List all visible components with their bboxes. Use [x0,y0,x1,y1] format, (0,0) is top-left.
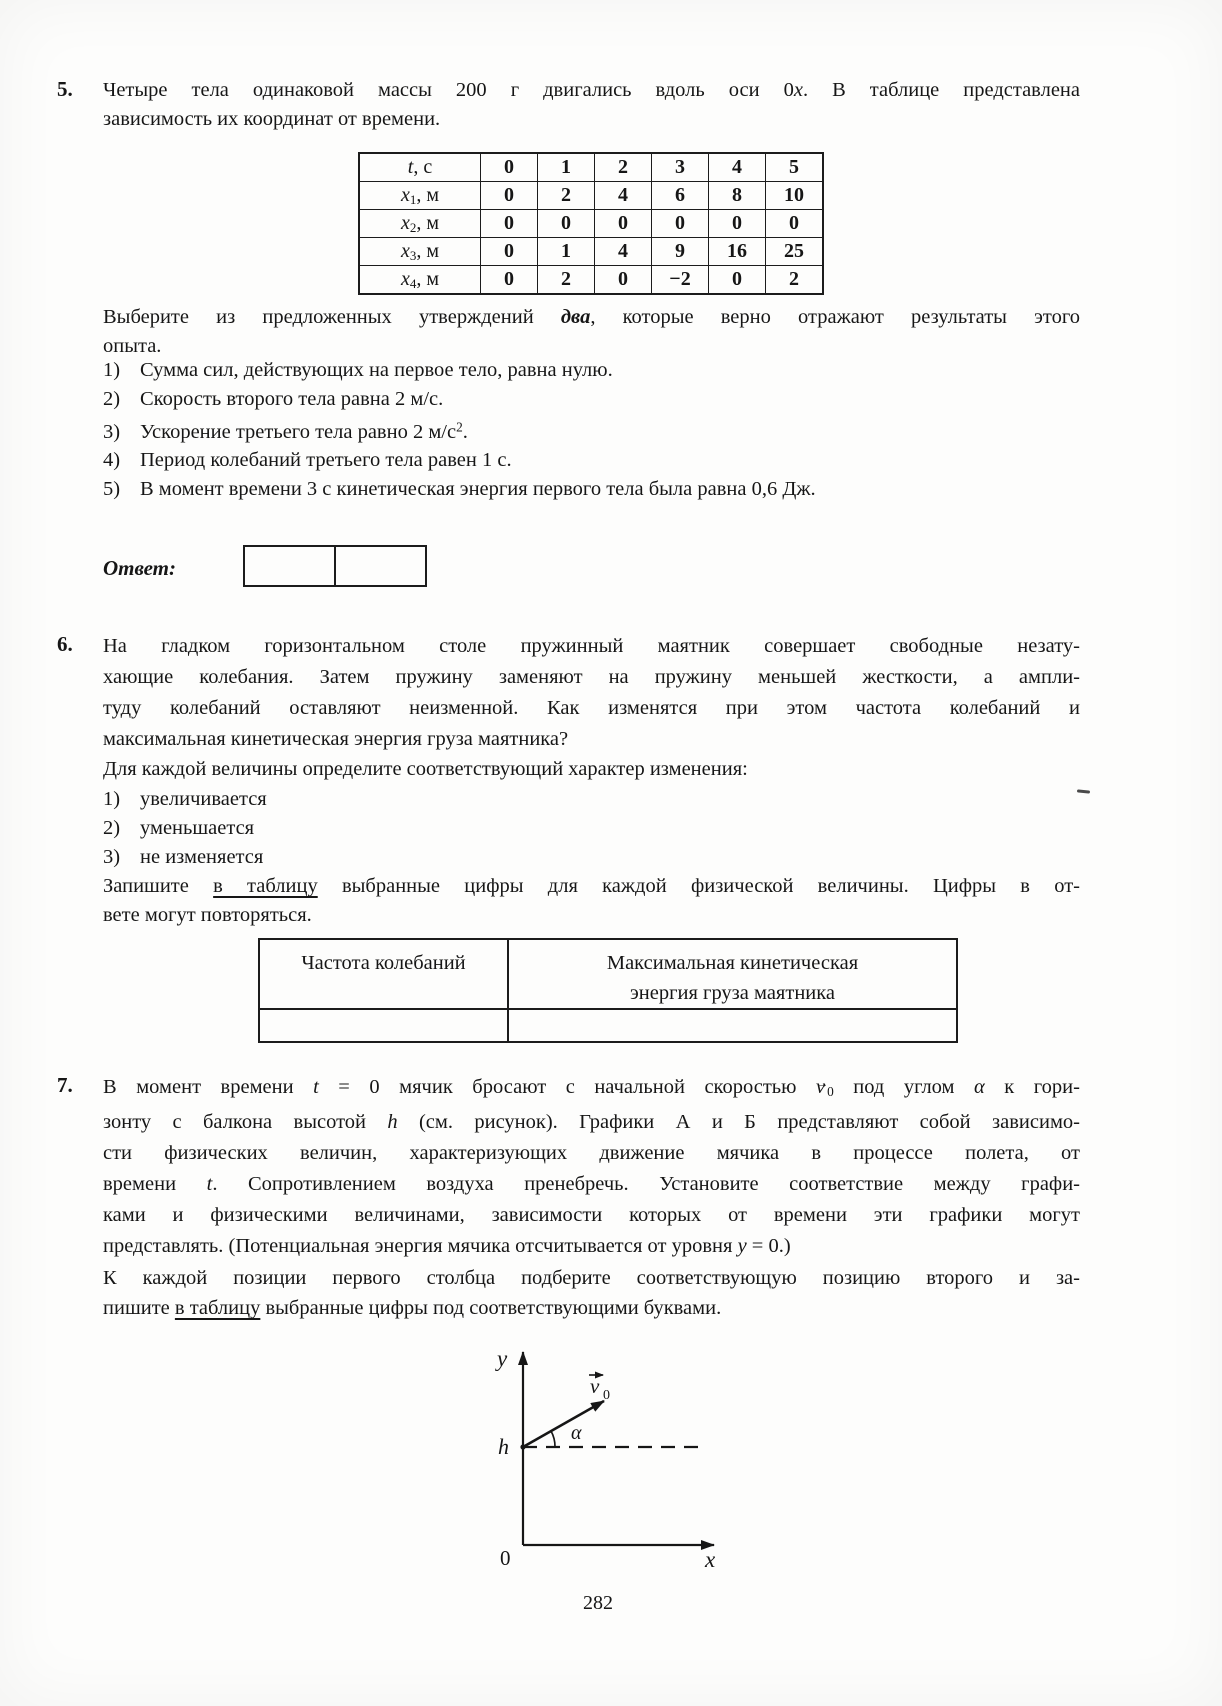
table-row-x1 [359,182,823,210]
velocity-vector [523,1401,604,1447]
q5-answer-box [243,545,427,587]
q6-para-line-3: туду колебаний оставляют неизменной. Как изменятся при этом частота колебаний и [103,697,1080,719]
table-cell: 0 [766,210,824,238]
option-number: 2) [103,387,121,410]
option-text: Скорость второго тела равна 2 м/с. [140,387,444,410]
table-cell: 1 [538,153,595,182]
origin-point [520,1444,525,1449]
table-cell: 8 [709,182,766,210]
option-number: 1) [103,788,121,810]
q6-para-line-1: На гладком горизонтальном столе пружинный маятник совершает свободные незату- [103,635,1080,657]
row-label-cell: x3, м [359,238,481,266]
q7-para-line-2: зонту с балкона высотой h (см. рисунок). Графики А и Б представляют собой зависимо- [103,1110,1080,1133]
q5-number: 5. [57,77,73,101]
option-text: Сумма сил, действующих на первое тело, равна нулю. [140,359,613,381]
q5-option-2 [103,385,1080,414]
table-cell: 0 [652,210,709,238]
answer-cell-1 [244,546,335,586]
v0-subscript: 0 [603,1388,610,1403]
q7-figure [448,1336,788,1576]
q7-para-line-1: В момент времени t = 0 мячик бросают с начальной скоростью v → 0 под углом α к гори- [103,1072,1080,1107]
q5-option-5 [103,475,1080,504]
q6-options [103,785,1080,872]
table-row-t [359,153,823,182]
q5-answer-box-body [244,546,426,586]
table-cell: 0 [481,153,538,182]
q7-para-line-5: ками и физическими величинами, зависимости которых от времени эти графики могут [103,1203,1080,1226]
q7-write-line-2: пишите в таблицу выбранные цифры под соответствующими буквами. [103,1297,722,1319]
q6-table-header-frequency: Частота колебаний [259,939,508,1009]
table-cell: 0 [595,266,652,295]
table-cell: 4 [595,182,652,210]
q6-option-2 [103,814,1080,843]
table-cell: 0 [709,266,766,295]
q7-para-line-4: времени t. Сопротивлением воздуха пренебречь. Установите соответствие между графи- [103,1172,1080,1195]
q6-table-answer-row [259,1009,957,1042]
q5-answer-label: Ответ: [103,556,176,580]
q7-number: 7. [57,1073,73,1097]
v0-label: v [590,1374,600,1398]
q6-para-line-2: хающие колебания. Затем пружину заменяют на пружину меньшей жесткости, а ампли- [103,666,1080,688]
q5-intro-line-2: зависимость их координат от времени. [103,108,441,130]
q5-choose [103,303,1080,360]
q7-para-line-6: представлять. (Потенциальная энергия мячика отсчитывается от уровня y = 0.) [103,1234,791,1257]
q7-write [103,1263,1080,1323]
option-text: Ускорение третьего тела равно 2 $м/с^2$. [140,419,468,443]
table-cell: 6 [652,182,709,210]
angle-arc [551,1431,555,1447]
q6-write-line-2: вете могут повторяться. [103,904,312,926]
q5-choose-line-1: Выберите из предложенных утверждений два, которые верно отражают результаты этого [103,306,1081,328]
y-axis-label: y [497,1346,508,1371]
table-row-x2 [359,210,823,238]
q6-prompt-line: Для каждой величины определите соответствующий характер изменения: [103,758,748,780]
q6-table-answer-cell-2 [508,1009,957,1042]
option-number: 1) [103,359,121,381]
table-cell: 4 [709,153,766,182]
x-axis-label: x [705,1547,716,1572]
q5-intro-line-1: Четыре тела одинаковой массы 200 г двигались вдоль оси 0x. В таблице представлена [103,79,1080,101]
option-text: не изменяется [140,846,264,868]
option-number: 4) [103,449,121,472]
q7-para [103,1072,1080,1262]
table-cell: 0 [481,182,538,210]
q7-write-line-1: К каждой позиции первого столбца подберите соответствующую позицию второго и за- [103,1267,1080,1289]
row-label-cell: t, с [359,153,481,182]
q7-para-line-3: сти физических величин, характеризующих движение мячика в процессе полета, от [103,1141,1080,1164]
q5-data-table-body [359,153,823,294]
row-label-cell: x2, м [359,210,481,238]
option-number: 3) [103,420,121,443]
table-cell: −2 [652,266,709,295]
row-label-cell: x1, м [359,182,481,210]
option-text: увеличивается [140,788,267,810]
q5-option-1 [103,356,1080,385]
answer-cell-2 [335,546,426,586]
q6-table-header-row [259,939,957,1009]
table-cell: 10 [766,182,824,210]
q5-intro [103,76,1080,134]
option-number: 3) [103,846,121,868]
option-text: В момент времени 3 с кинетическая энергия первого тела была равна 0,6 Дж. [140,477,816,500]
table-cell: 0 [709,210,766,238]
table-cell: 0 [481,266,538,295]
table-cell: 2 [538,266,595,295]
q6-table-header-energy-line-2: энергия груза маятника [629,982,836,1004]
table-cell: 16 [709,238,766,266]
table-cell: 9 [652,238,709,266]
table-cell: 2 [766,266,824,295]
q6-table-header-energy [508,939,957,1009]
q5-option-3 [103,413,1080,446]
table-cell: 0 [481,238,538,266]
origin-label: 0 [500,1546,511,1570]
table-cell: 1 [538,238,595,266]
alpha-label: α [571,1422,582,1444]
q5-choose-line-2: опыта. [103,334,162,357]
height-label: h [498,1434,509,1459]
table-cell: 5 [766,153,824,182]
q6-number: 6. [57,632,73,656]
answer-row [244,546,426,586]
q6-para-line-4: максимальная кинетическая энергия груза маятника? [103,728,569,750]
table-cell: 0 [481,210,538,238]
q5-option-4 [103,446,1080,475]
q6-para [103,631,1080,755]
q6-option-3 [103,843,1080,872]
table-row-x4 [359,266,823,295]
table-cell: 3 [652,153,709,182]
option-text: Период колебаний третьего тела равен 1 с. [140,449,512,472]
page-number: 282 [583,1592,613,1614]
q5-data-table [358,152,824,295]
table-cell: 0 [538,210,595,238]
option-number: 5) [103,477,121,500]
table-cell: 2 [595,153,652,182]
q6-write-line-1: Запишите в таблицу выбранные цифры для каждой физической величины. Цифры в от- [103,875,1080,897]
q6-table-header-energy-line-1: Максимальная кинетическая [606,952,859,974]
option-text: уменьшается [140,817,255,839]
table-cell: 0 [595,210,652,238]
row-label-cell: x4, м [359,266,481,295]
table-cell: 2 [538,182,595,210]
table-row-x3 [359,238,823,266]
q6-answer-table-body [259,939,957,1042]
table-cell: 25 [766,238,824,266]
q6-answer-table [258,938,958,1043]
q6-prompt [103,755,1080,784]
q6-write [103,872,1080,930]
q6-option-1 [103,785,1080,814]
q6-table-answer-cell-1 [259,1009,508,1042]
table-cell: 4 [595,238,652,266]
q5-options [103,356,1080,503]
option-number: 2) [103,817,121,839]
